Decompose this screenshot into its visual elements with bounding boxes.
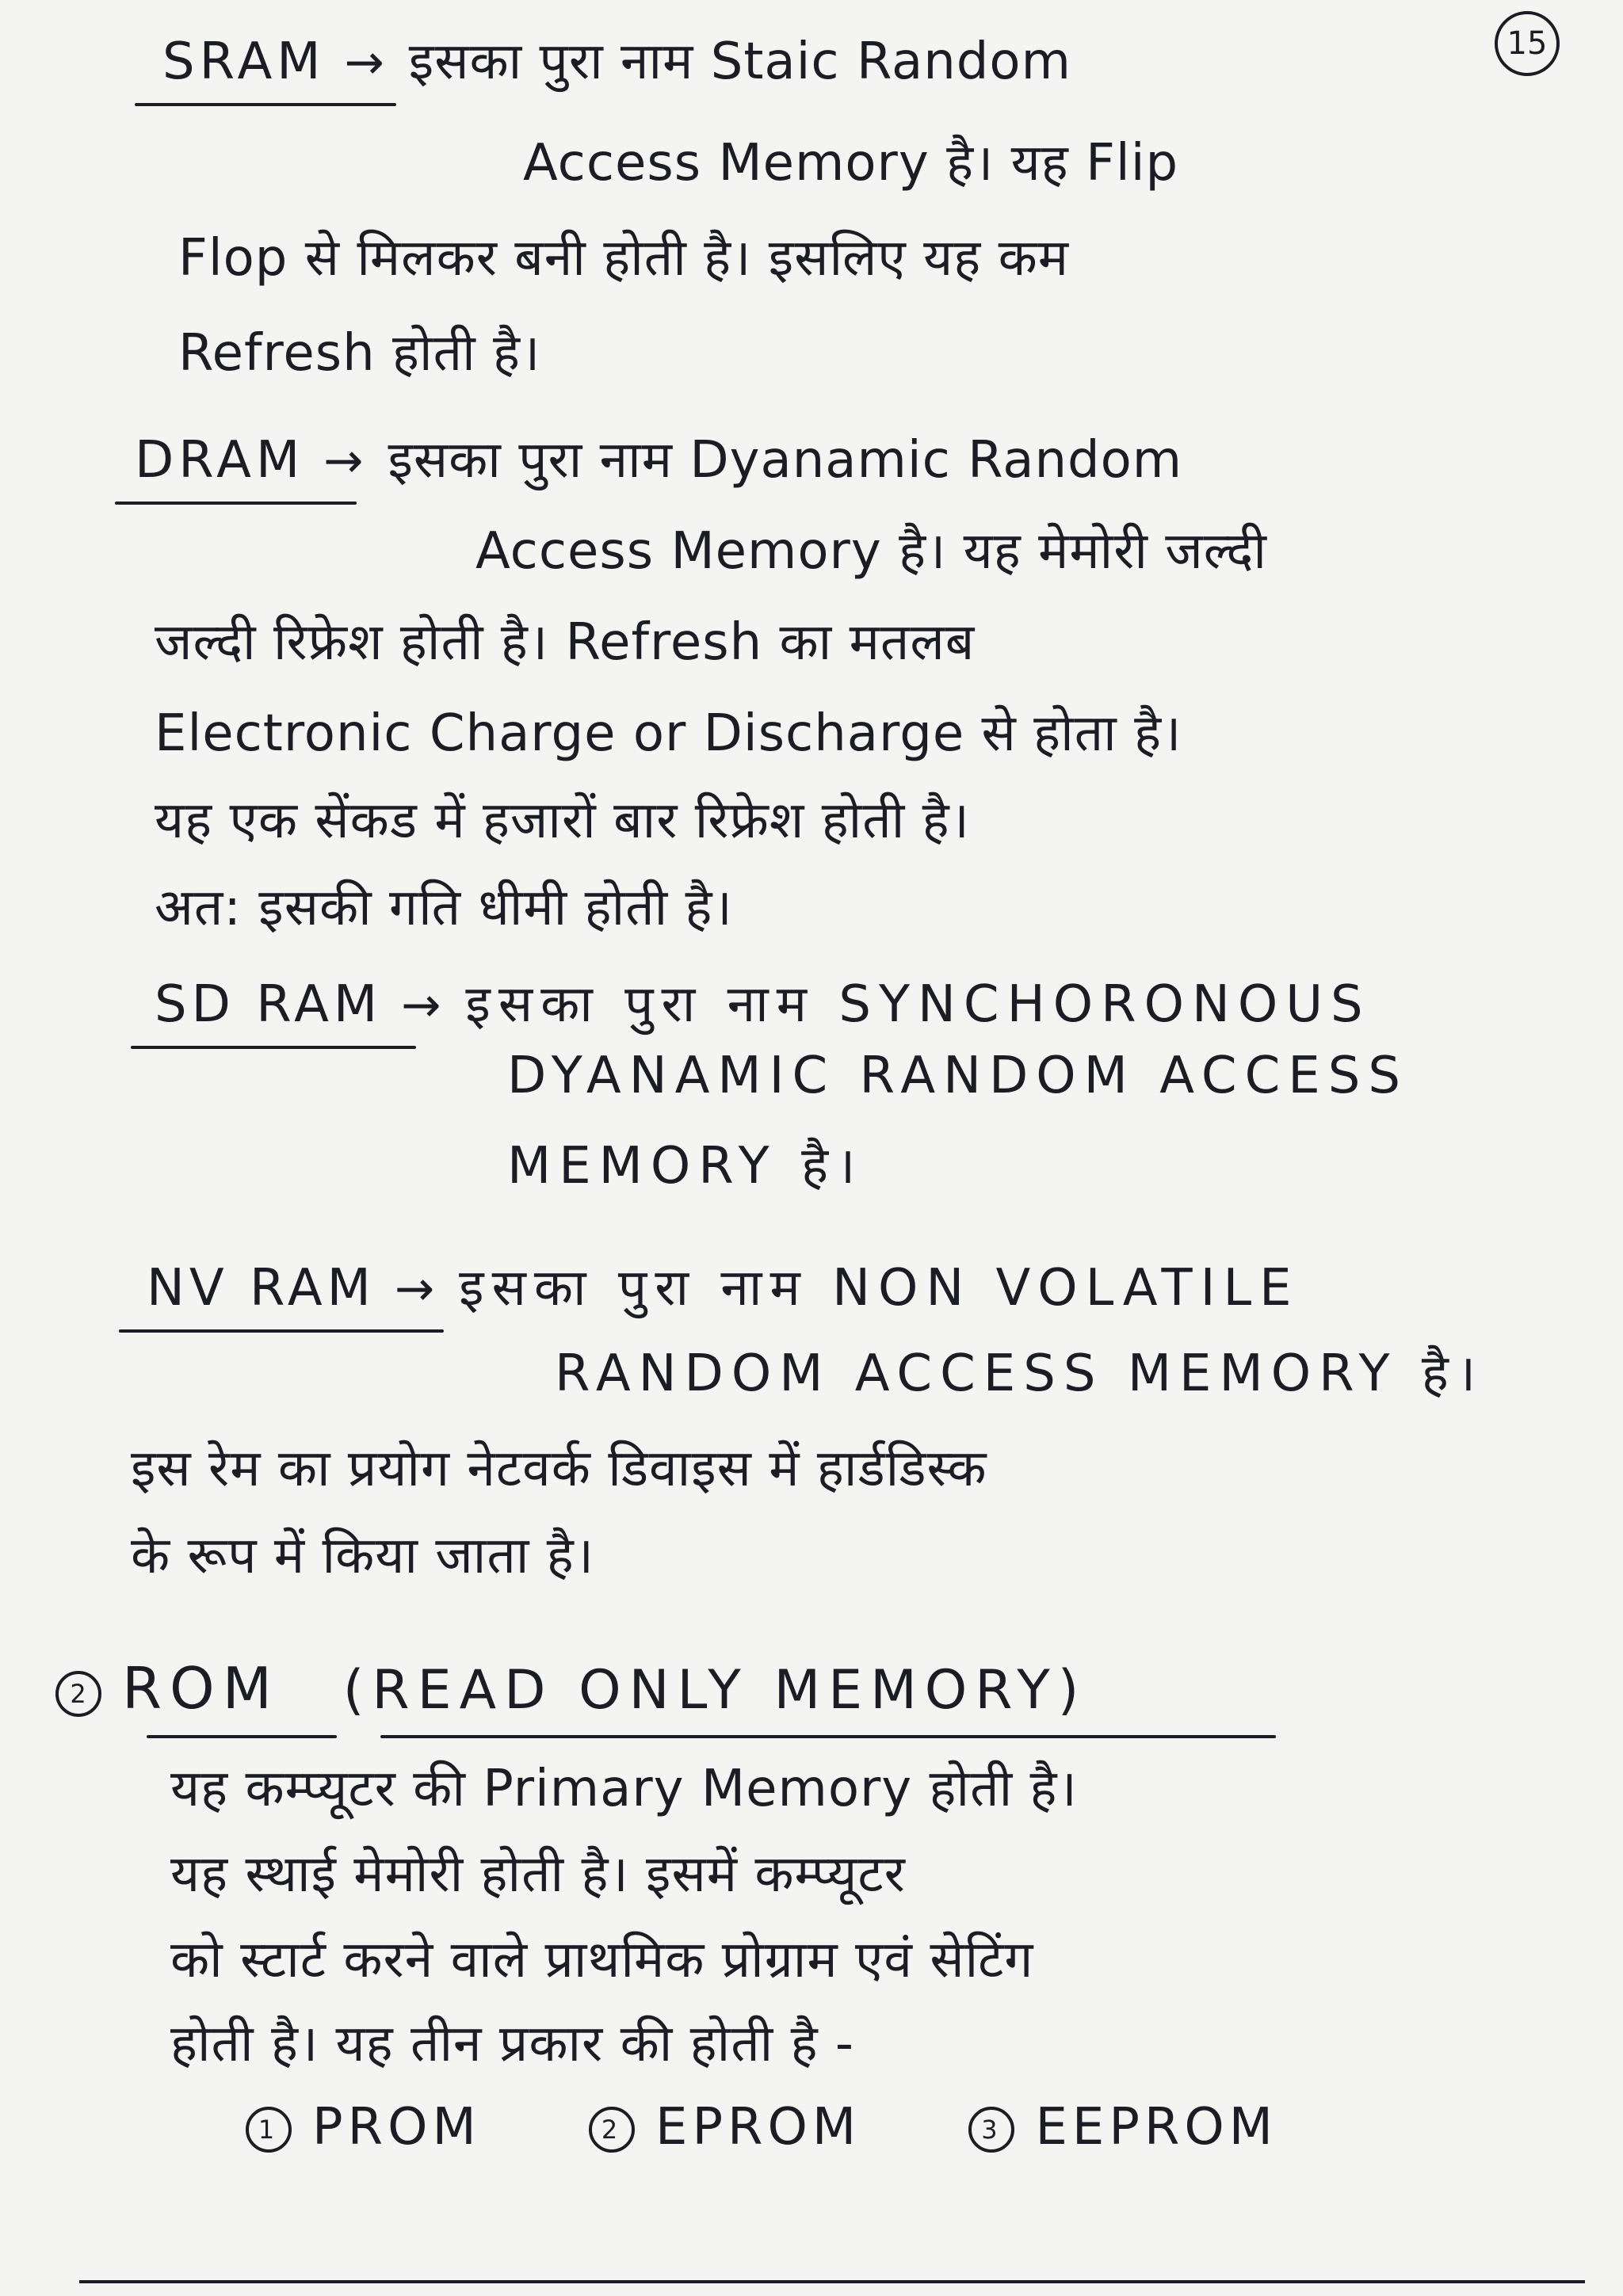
arrow-icon: →	[344, 35, 385, 90]
sram-line-1	[162, 33, 1071, 92]
rom-heading	[55, 1656, 1086, 1722]
dram-line-4: Electronic Charge or Discharge से होता है।	[155, 704, 1182, 763]
rom-line-3: को स्टार्ट करने वाले प्राथमिक प्रोग्राम एवं सेटिंग	[170, 1931, 1034, 1989]
dram-line-3: जल्दी रिफ्रेश होती है। Refresh का मतलब	[155, 613, 976, 672]
nvram-text-1: इसका पुरा नाम NON VOLATILE	[459, 1259, 1300, 1318]
nvram-line-1	[147, 1260, 1300, 1318]
type-label: EEPROM	[1035, 2098, 1277, 2157]
rom-type-prom	[246, 2098, 481, 2157]
dram-line-2: Access Memory है। यह मेमोरी जल्दी	[475, 522, 1267, 581]
rom-number: 2	[55, 1671, 101, 1717]
dram-text-1: इसका पुरा नाम Dyanamic Random	[388, 431, 1183, 490]
sdram-term: SD RAM	[155, 975, 383, 1034]
sram-line-2: Access Memory है। यह Flip	[523, 134, 1179, 193]
sdram-line-1	[155, 976, 1371, 1035]
sdram-underline	[131, 1046, 416, 1049]
type-number: 2	[589, 2107, 635, 2153]
sdram-text-1: इसका पुरा नाम SYNCHORONOUS	[465, 975, 1371, 1034]
dram-line-6: अत: इसकी गति धीमी होती है।	[155, 879, 733, 937]
rom-full-form-underline	[380, 1735, 1276, 1738]
page-number: 15	[1495, 11, 1560, 76]
sdram-line-2: DYANAMIC RANDOM ACCESS	[507, 1047, 1408, 1105]
nvram-term: NV RAM	[147, 1259, 376, 1318]
rom-types-list	[246, 2098, 1365, 2157]
sdram-line-3: MEMORY है।	[507, 1137, 864, 1196]
dram-line-1	[135, 432, 1182, 490]
rom-type-eprom	[589, 2098, 861, 2157]
rom-line-2: यह स्थाई मेमोरी होती है। इसमें कम्प्यूटर	[170, 1845, 906, 1904]
bottom-rule	[79, 2280, 1585, 2283]
arrow-icon: →	[401, 978, 442, 1033]
arrow-icon: →	[394, 1261, 436, 1317]
type-label: EPROM	[655, 2098, 861, 2157]
type-number: 1	[246, 2107, 292, 2153]
rom-term: ROM	[122, 1655, 280, 1722]
nvram-underline	[119, 1329, 444, 1333]
sram-underline	[135, 103, 396, 106]
nvram-line-2: RANDOM ACCESS MEMORY है।	[555, 1344, 1484, 1403]
type-label: PROM	[312, 2098, 481, 2157]
dram-term: DRAM	[135, 431, 305, 490]
dram-line-5: यह एक सेंकड में हजारों बार रिफ्रेश होती है।	[155, 791, 970, 850]
rom-type-eeprom	[968, 2098, 1277, 2157]
sram-line-3: Flop से मिलकर बनी होती है। इसलिए यह कम	[178, 229, 1070, 288]
arrow-icon: →	[323, 433, 365, 489]
rom-full-form: (READ ONLY MEMORY)	[342, 1659, 1087, 1722]
dram-underline	[115, 502, 357, 505]
rom-underline	[147, 1735, 337, 1738]
sram-text-1: इसका पुरा नाम Staic Random	[408, 32, 1071, 91]
nvram-line-4: के रूप में किया जाता है।	[131, 1527, 595, 1585]
sram-term: SRAM	[162, 32, 326, 91]
rom-line-1: यह कम्प्यूटर की Primary Memory होती है।	[170, 1760, 1078, 1818]
rom-line-4: होती है। यह तीन प्रकार की होती है -	[170, 2015, 855, 2073]
type-number: 3	[968, 2107, 1014, 2153]
nvram-line-3: इस रेम का प्रयोग नेटवर्क डिवाइस में हार्डडिस्क	[131, 1440, 987, 1498]
sram-line-4: Refresh होती है।	[178, 324, 541, 383]
